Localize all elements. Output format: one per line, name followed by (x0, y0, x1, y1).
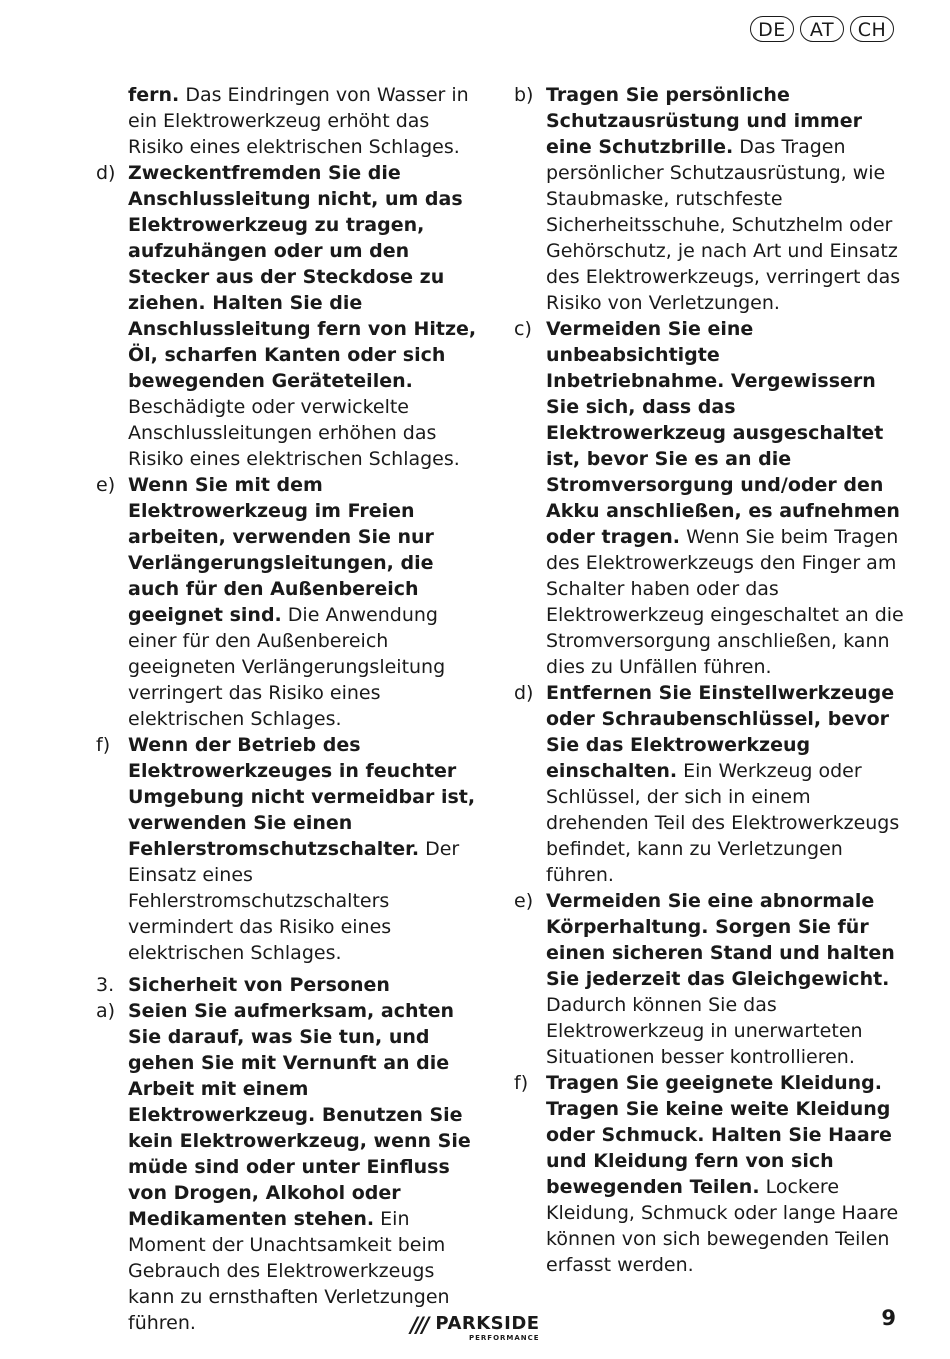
instruction-bold: Seien Sie aufmerksam, achten Sie darauf, was Sie tun, und gehen Sie mit Vernunft an die Arbeit mit einem Elektrowerkzeug. Benutzen Sie kein Elektrowerkzeug, wenn Sie müde sind oder unter Einfluss von Drogen, Alkohol oder Medikamenten stehen. (128, 1000, 471, 1230)
country-badges (750, 16, 894, 42)
instruction-bold: Entfernen Sie Einstellwerkzeuge oder Schraubenschlüssel, bevor Sie das Elektrowerkzeug einschalten. (546, 682, 895, 782)
explanation-text: Ein Werkzeug oder Schlüssel, der sich in einem drehenden Teil des Elektrowerkzeugs befindet, kann zu Verletzungen führen. (546, 760, 900, 886)
list-item-personal-f (514, 1070, 904, 1278)
explanation-text: Lockere Kleidung, Schmuck oder lange Haare können von sich bewegenden Teilen erfasst werden. (546, 1176, 899, 1276)
explanation-text: Ein Moment der Unachtsamkeit beim Gebrauch des Elektrowerkzeugs kann zu ernsthaften Verletzungen führen. (128, 1208, 450, 1334)
instruction-bold: Zweckentfremden Sie die Anschlussleitung nicht, um das Elektrowerkzeug zu tragen, aufzuhängen oder um den Stecker aus der Steckdose zu ziehen. Halten Sie die Anschlussleitung fern von Hitze, Öl, scharfen Kanten oder sich bewegenden Geräteteilen. (128, 162, 477, 392)
list-marker: f) (514, 1072, 529, 1094)
list-item-personal-e (514, 888, 904, 1070)
list-marker: c) (514, 318, 532, 340)
list-marker: e) (96, 474, 116, 496)
explanation-text: Dadurch können Sie das Elektrowerkzeug in unerwarteten Situationen besser kontrollieren. (546, 994, 863, 1068)
section-heading (96, 972, 481, 998)
list-item-electrical-d (96, 160, 481, 472)
instruction-bold: Vermeiden Sie eine unbeabsichtigte Inbetriebnahme. Vergewissern Sie sich, dass das Elektrowerkzeug ausgeschaltet ist, bevor Sie es an die Stromversorgung und/oder den Akku anschließen, es aufnehmen oder tragen. (546, 318, 900, 548)
instruction-bold: Tragen Sie persönliche Schutzausrüstung und immer eine Schutzbrille. (546, 84, 862, 158)
continuation-text: Das Eindringen von Wasser in ein Elektrowerkzeug erhöht das Risiko eines elektrischen Schlages. (128, 84, 469, 158)
list-item-personal-c (514, 316, 904, 680)
list-item-personal-b (514, 82, 904, 316)
continuation-paragraph (96, 82, 481, 160)
list-item-text (546, 316, 904, 680)
instruction-bold: Vermeiden Sie eine abnormale Körperhaltung. Sorgen Sie für einen sicheren Stand und halten Sie jederzeit das Gleichgewicht. (546, 890, 895, 990)
list-marker: d) (96, 162, 116, 184)
instruction-bold: Wenn der Betrieb des Elektrowerkzeuges in feuchter Umgebung nicht vermeidbar ist, verwenden Sie einen Fehlerstromschutzschalter. (128, 734, 476, 860)
list-marker: a) (96, 1000, 116, 1022)
list-marker: d) (514, 682, 534, 704)
list-item-personal-a (96, 998, 481, 1336)
country-badge-ch: CH (850, 16, 894, 42)
explanation-text: Das Tragen persönlicher Schutzausrüstung, wie Staubmaske, rutschfeste Sicherheitsschuhe, Schutzhelm oder Gehörschutz, je nach Art und Einsatz des Elektrowerkzeugs, verringert das Risiko von Verletzungen. (546, 136, 901, 314)
section-number: 3. (96, 974, 115, 996)
list-item-personal-d (514, 680, 904, 888)
list-item-electrical-f (96, 732, 481, 966)
list-marker: b) (514, 84, 534, 106)
list-marker: e) (514, 890, 534, 912)
explanation-text: Der Einsatz eines Fehlerstromschutzschalters vermindert das Risiko eines elektrischen Schlages. (128, 838, 460, 964)
parkside-logo (410, 1314, 539, 1343)
instruction-bold: Tragen Sie geeignete Kleidung. Tragen Sie keine weite Kleidung oder Schmuck. Halten Sie Haare und Kleidung fern von sich bewegenden Teilen. (546, 1072, 892, 1198)
continuation-bold: fern. (128, 84, 180, 106)
right-column (514, 82, 904, 1278)
instruction-bold: Wenn Sie mit dem Elektrowerkzeug im Freien arbeiten, verwenden Sie nur Verlängerungsleitungen, die auch für den Außenbereich geeignet sind. (128, 474, 434, 626)
explanation-text: Beschädigte oder verwickelte Anschlussleitungen erhöhen das Risiko eines elektrischen Schlages. (128, 396, 460, 470)
country-badge-at: AT (800, 16, 844, 42)
logo-brand: PARKSIDE (435, 1313, 540, 1334)
page-number: 9 (881, 1306, 896, 1330)
list-item-text (546, 888, 904, 1070)
explanation-text: Die Anwendung einer für den Außenbereich geeigneten Verlängerungsleitung verringert das Risiko eines elektrischen Schlages. (128, 604, 446, 730)
footer-logo (0, 1314, 950, 1343)
list-item-text (546, 82, 904, 316)
list-item-text (128, 732, 481, 966)
section-title: Sicherheit von Personen (128, 974, 390, 996)
logo-subtitle: PERFORMANCE (469, 1334, 540, 1342)
logo-text (435, 1314, 539, 1343)
list-item-text (128, 998, 481, 1336)
list-item-electrical-e (96, 472, 481, 732)
explanation-text: Wenn Sie beim Tragen des Elektrowerkzeugs den Finger am Schalter haben oder das Elektrowerkzeug eingeschaltet an die Stromversorgung anschließen, kann dies zu Unfällen führen. (546, 526, 904, 678)
logo-slashes-icon: /// (410, 1313, 428, 1337)
country-badge-de: DE (750, 16, 794, 42)
list-item-text (546, 1070, 904, 1278)
list-item-text (546, 680, 904, 888)
list-item-text (128, 472, 481, 732)
left-column (96, 82, 481, 1336)
list-marker: f) (96, 734, 111, 756)
list-item-text (128, 160, 481, 472)
